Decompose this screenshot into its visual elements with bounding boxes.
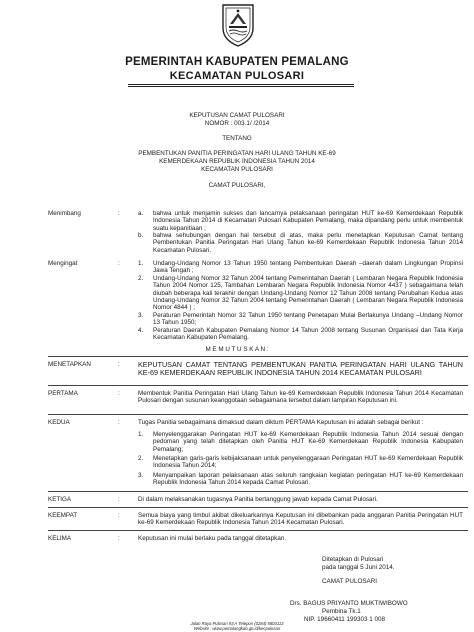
letterhead-district: KECAMATAN PULOSARI: [169, 70, 305, 82]
decree-subject-line: PEMBENTUKAN PANITIA PERINGATAN HARI ULANG TAHUN KE-69: [138, 150, 336, 157]
kelima-label: KELIMA: [48, 535, 72, 542]
mengingat-item-3: Peraturan Pemerintah Nomor 32 Tahun 1950 tentang Penetapan Mulai Berlakunya Undang –Undang Nomor 13 Tahun 1950;: [153, 312, 463, 327]
section-divider: [48, 385, 468, 386]
item-marker: a.: [138, 210, 144, 217]
letterhead-rule-double: [128, 86, 354, 87]
kedua-item-2: Menetapkan garis-garis kebijaksanaan untuk penyelenggaraan Peringatan HUT ke-69 Kemerdekaan Republik Indonesia Tahun 2014;: [153, 455, 463, 470]
signature-place: Ditetapkan di Pulosari: [322, 556, 384, 563]
colon: :: [118, 361, 120, 368]
section-divider: [48, 491, 468, 492]
pertama-text: Membentuk Panitia Peringatan Hari Ulang Tahun ke-69 Kemerdekaan Republik Indonesia Tahun 2014 Kecamatan Pulosari dengan susunan keanggotaan sebagaimana tersebut dalam lampiran Keputusan ini.: [138, 390, 463, 405]
item-marker: 3.: [138, 472, 144, 479]
decree-subject-line: KECAMATAN PULOSARI: [201, 166, 273, 173]
signature-position: CAMAT PULOSARI: [322, 578, 378, 585]
mengingat-item-4: Peraturan Daerah Kabupaten Pemalang Nomor 14 Tahun 2008 tentang Susunan Organisasi dan Tata Kerja Kecamatan Kabupaten Pemalang.: [153, 327, 463, 342]
item-marker: 2.: [138, 455, 144, 462]
ketiga-text: Di dalam melaksanakan tugasnya Panitia bertanggung jawab kepada Camat Pulosari.: [138, 496, 378, 503]
decree-number: NOMOR : 003.1/ /2014: [204, 120, 270, 127]
colon: :: [118, 535, 120, 542]
pertama-label: PERTAMA: [48, 390, 78, 397]
menimbang-label: Menimbang: [48, 210, 81, 217]
colon: :: [118, 210, 120, 217]
mengingat-item-1: Undang-Undang Nomor 13 Tahun 1950 tentang Pembentukan Daerah –daerah dalam Lingkungan Propinsi Jawa Tengah ;: [153, 260, 463, 275]
decree-about: TENTANG: [222, 135, 252, 142]
ketiga-label: KETIGA: [48, 496, 72, 503]
menetapkan-text: KEPUTUSAN CAMAT TENTANG PEMBENTUKAN PANITIA PERINGATAN HARI ULANG TAHUN KE-69 KEMERDEKAAN REPUBLIK INDONESIA TAHUN 2014 KECAMATAN PULOSARI: [138, 360, 463, 378]
item-marker: 4.: [138, 327, 144, 334]
footer-website: Website : www.pemalangkab.go.id/kecpulosari: [193, 626, 281, 631]
item-marker: b.: [138, 232, 144, 239]
section-divider: [48, 414, 468, 415]
kedua-item-3: Menyampaikan laporan pelaksanaan atas seluruh rangkaian kegiatan peringatan HUT ke-69 Kemerdekaan Republik Indonesia Tahun 2014 kepada Camat Pulosari.: [153, 472, 463, 487]
section-divider: [48, 530, 468, 531]
colon: :: [118, 496, 120, 503]
section-divider: [48, 507, 468, 508]
colon: :: [118, 419, 120, 426]
signature-date: pada tanggal 5 Juni 2014.: [322, 564, 395, 571]
menimbang-item-a: bahwa untuk menjamin sukses dan lancarnya pelaksanaan peringatan HUT ke-69 Kemerdekaan Republik Indonesia Tahun 2014 di Kecamatan Pulosari Kabupaten Pemalang, maka dipandang perlu untuk membentuk suatu kepanitiaan ;: [153, 210, 463, 232]
kedua-label: KEDUA: [48, 419, 70, 426]
regency-seal-logo: [219, 2, 257, 48]
item-marker: 1.: [138, 260, 144, 267]
item-marker: 3.: [138, 312, 144, 319]
kelima-text: Keputusan ini mulai berlaku pada tanggal ditetapkan.: [138, 535, 287, 542]
keempat-text: Semua biaya yang timbul akibat dikeluarkannya Keputusan ini dibebankan pada anggaran Panitia Peringatan HUT ke-69 Kemerdekaan Republik Indonesia Tahun 2014 Kecamatan Pulosari.: [138, 512, 463, 527]
memutuskan-heading: M E M U T U S K A N :: [205, 346, 269, 353]
decree-subject-line: KEMERDEKAAN REPUBLIK INDONESIA TAHUN 2014: [159, 158, 315, 165]
item-marker: 1.: [138, 431, 144, 438]
colon: :: [118, 512, 120, 519]
colon: :: [118, 390, 120, 397]
colon: :: [118, 260, 120, 267]
letterhead-regency: PEMERINTAH KABUPATEN PEMALANG: [125, 56, 349, 68]
footer-address: Jalan Raya Pulosari 93 A Telepon (0284) 5804113: [190, 621, 284, 626]
section-divider: [48, 356, 468, 357]
keempat-label: KEEMPAT: [48, 512, 78, 519]
signatory-rank: Pembina Tk.1: [322, 608, 361, 615]
kedua-intro: Tugas Panitia sebagaimana dimaksud dalam diktum PERTAMA Keputusan ini adalah sebagai berikut :: [138, 419, 424, 426]
kedua-item-1: Menyelenggarakan Peringatan HUT ke-69 Kemerdekaan Republik Indonesia Tahun 2014 sesuai dengan pedoman yang telah ditetapkan oleh Panitia HUT Ke-69 Kemerdekaan Republik Indonesia Kabupaten Pemalang;: [153, 431, 463, 453]
signatory-nip: NIP. 19660411 199303 1 008: [304, 616, 386, 623]
letterhead-rule: [128, 84, 354, 85]
menetapkan-label: MENETAPKAN: [48, 361, 91, 368]
mengingat-item-2: Undang-Undang Nomor 32 Tahun 2004 tentang Pemerintahan Daerah ( Lembaran Negara Republik Indonesia Tahun 2004 Nomor 125, Tambahan Lembaran Negara Republik Indonesia Nomor 4437 ) sebagaimana telah diubah beberapa kali terakhir dengan Undang-Undang Nomor 12 Tahun 2008 tentang Perubahan Kedua atas Undang-Undang Nomor 32 Tahun 2004 tentang Pemerintahan Daerah ( Lembaran Negara Republik Indonesia Nomor 4844 ) ;: [153, 275, 463, 312]
signatory-name: Drs. BAGUS PRIYANTO MUKTIWIBOWO: [290, 600, 408, 607]
mengingat-label: Mengingat: [48, 260, 78, 267]
decree-authority: CAMAT PULOSARI,: [208, 182, 266, 189]
decree-title: KEPUTUSAN CAMAT PULOSARI: [189, 112, 285, 119]
menimbang-item-b: bahwa sehubungan dengan hal tersebut di atas, maka perlu menetapkan Keputusan Camat tentang Pembentukan Panitia Peringatan Hari Ulang Tahun ke-69 Kemerdekaan Republik Indonesia Tahun 2014 Kecamatan Pulosari.: [153, 232, 463, 254]
item-marker: 2.: [138, 275, 144, 282]
